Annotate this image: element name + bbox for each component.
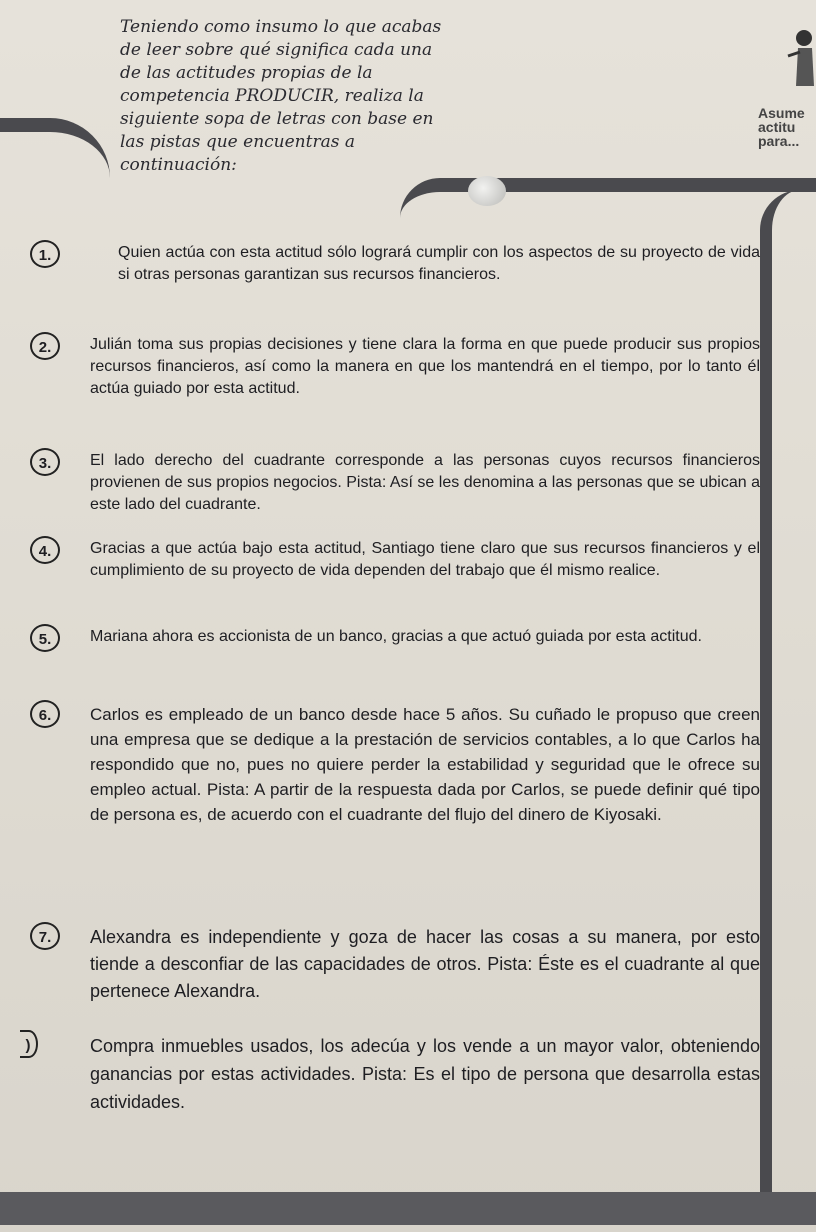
clue-item-8 [25, 1032, 760, 1116]
decorative-frame-right [760, 190, 816, 1200]
clue-item-1 [30, 242, 760, 286]
clue-number: 3. [30, 448, 60, 476]
clue-text: El lado derecho del cuadrante corresponde a las personas cuyos recursos financieros provienen de sus propios negocios. Pista: Así se les denomina a las personas que se ubican a este lado del cuadrante. [90, 452, 760, 513]
clue-item-5 [30, 626, 760, 648]
decorative-frame-top [400, 178, 816, 232]
clue-item-4 [30, 538, 760, 582]
clue-text: Quien actúa con esta actitud sólo logrará cumplir con los aspectos de su proyecto de vida si otras personas garantizan sus recursos financieros. [118, 244, 760, 283]
clue-item-7 [30, 924, 760, 1005]
clue-text: Compra inmuebles usados, los adecúa y los vende a un mayor valor, obteniendo ganancias por estas actividades. Pista: Es el tipo de persona que desarrolla estas actividades. [90, 1036, 760, 1112]
clue-number: 1. [30, 240, 60, 268]
clue-number: 7. [30, 922, 60, 950]
corner-callout-line3: para... [758, 133, 800, 149]
clue-number: 6. [30, 700, 60, 728]
clue-text: Carlos es empleado de un banco desde hace 5 años. Su cuñado le propuso que creen una empresa que se dedique a la prestación de servicios contables, a lo que Carlos ha respondido que no, pues no quiere perder la estabilidad y seguridad que le ofrece su empleo actual. Pista: A partir de la respuesta dada por Carlos, se puede definir qué tipo de persona es, de acuerdo con el cuadrante del flujo del dinero de Kiyosaki. [90, 705, 760, 824]
clue-item-3 [30, 450, 760, 516]
clue-number: 5. [30, 624, 60, 652]
intro-instructions: Teniendo como insumo lo que acabas de leer sobre qué significa cada una de las actitudes propias de la competencia PRODUCIR, realiza la siguiente sopa de letras con base en las pistas que encuentras a continuación: [120, 17, 442, 175]
speech-bubble-decoration [468, 176, 506, 206]
character-illustration-icon [778, 26, 816, 96]
corner-callout [758, 106, 816, 158]
decorative-frame-bottom [0, 1192, 816, 1225]
clue-item-6 [30, 702, 760, 827]
clue-number: 2. [30, 332, 60, 360]
clue-text: Alexandra es independiente y goza de hacer las cosas a su manera, por esto tiende a desconfiar de las capacidades de otros. Pista: Éste es el cuadrante al que pertenece Alexandra. [90, 927, 760, 1001]
clue-number: ) [20, 1030, 38, 1058]
corner-callout-line1: Asume [758, 105, 805, 121]
clue-text: Julián toma sus propias decisiones y tiene clara la forma en que puede producir sus propios recursos financieros, así como la manera en que los mantendrá en el tiempo, por lo tanto él actúa guiado por esta actitud. [90, 336, 760, 397]
clue-text: Mariana ahora es accionista de un banco, gracias a que actuó guiada por esta actitud. [90, 628, 702, 645]
clue-item-2 [30, 334, 760, 400]
corner-callout-line2: actitu [758, 119, 796, 135]
clue-number: 4. [30, 536, 60, 564]
clue-text: Gracias a que actúa bajo esta actitud, Santiago tiene claro que sus recursos financieros y el cumplimiento de su proyecto de vida dependen del trabajo que él mismo realice. [90, 540, 760, 579]
